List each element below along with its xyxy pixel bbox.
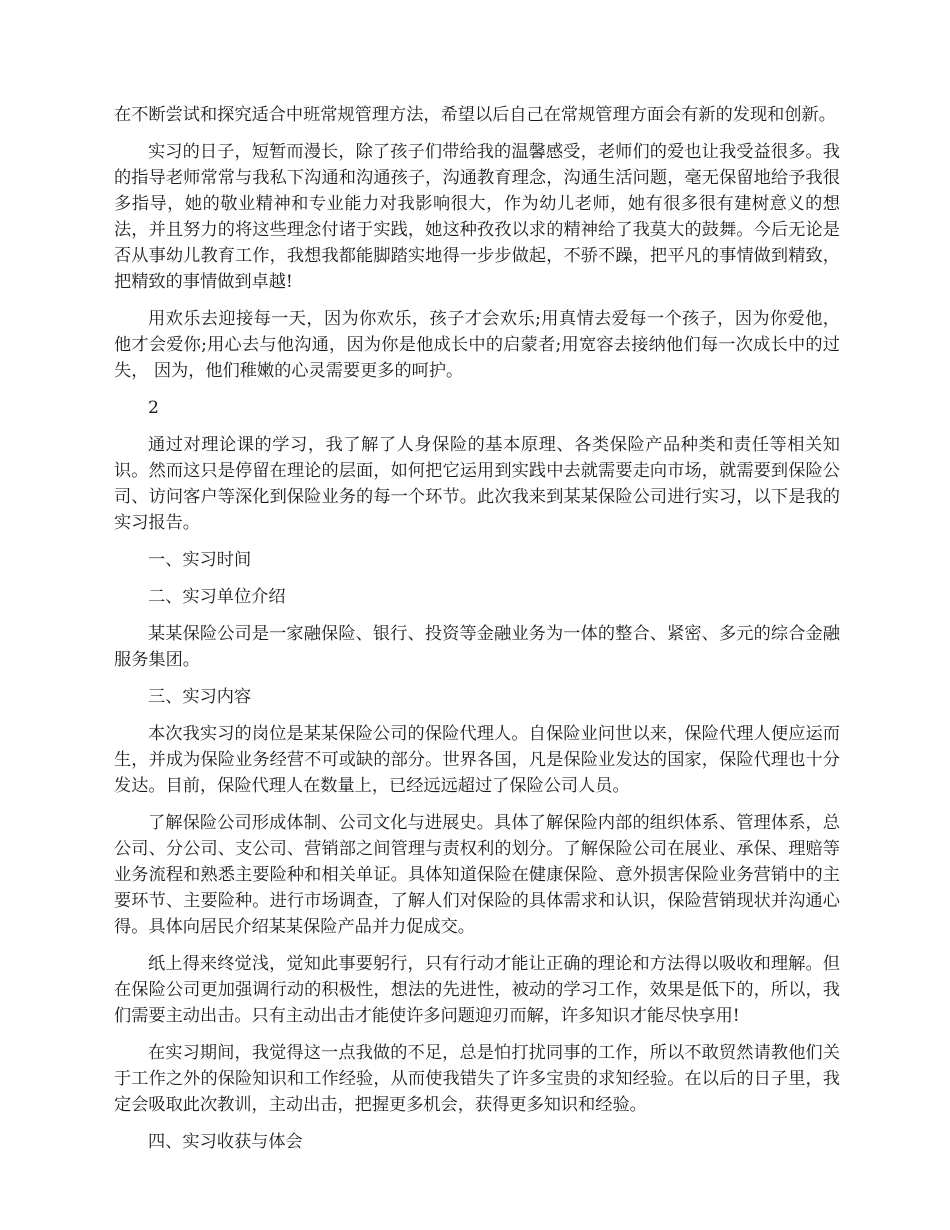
- section-number: 2: [148, 398, 159, 418]
- heading-internship-time: 一、实习时间: [148, 550, 252, 570]
- document-body: [114, 102, 840, 1166]
- heading-company-intro: 二、实习单位介绍: [148, 587, 286, 607]
- paragraph-company-learning: 了解保险公司形成体制、公司文化与进展史。具体了解保险内部的组织体系、管理体系，总公司、分公司、支公司、营销部之间管理与责权利的划分。了解保险公司在展业、承保、理赔等业务流程和熟悉主要险种和相关单证。具体知道保险在健康保险、意外损害保险业务营销中的主要环节、主要险种。进行市场调查，了解人们对保险的具体需求和认识，保险营销现状并沟通心得。具体向居民介绍某某保险产品并力促成交。: [114, 813, 840, 937]
- paragraph-continued: 在不断尝试和探究适合中班常规管理方法，希望以后自己在常规管理方面会有新的发现和创新。: [114, 105, 836, 125]
- heading-gains-and-insights: 四、实习收获与体会: [148, 1132, 303, 1152]
- paragraph-self-reflection: 在实习期间，我觉得这一点我做的不足，总是怕打扰同事的工作，所以不敢贸然请教他们关于工作之外的保险知识和工作经验，从而使我错失了许多宝贵的求知经验。在以后的日子里，我定会吸取此次教训，主动出击，把握更多机会，获得更多知识和经验。: [114, 1043, 840, 1115]
- paragraph-teacher-guidance: 实习的日子，短暂而漫长，除了孩子们带给我的温馨感受，老师们的爱也让我受益很多。我的指导老师常常与我私下沟通和沟通孩子，沟通教育理念，沟通生活问题，毫无保留地给予我很多指导，她的敬业精神和专业能力对我影响很大，作为幼儿老师，她有很多很有建树意义的想法，并且努力的将这些理念付诸于实践，她这种孜孜以求的精神给了我莫大的鼓舞。今后无论是否从事幼儿教育工作，我想我都能脚踏实地得一步步做起，不骄不躁，把平凡的事情做到精致，把精致的事情做到卓越!: [114, 142, 840, 292]
- paragraph-insurance-intro: 通过对理论课的学习，我了解了人身保险的基本原理、各类保险产品种类和责任等相关知识。然而这只是停留在理论的层面，如何把它运用到实践中去就需要走向市场，就需要到保险公司、访问客户等深化到保险业务的每一个环节。此次我来到某某保险公司进行实习，以下是我的实习报告。: [114, 435, 840, 533]
- heading-internship-content: 三、实习内容: [148, 687, 252, 707]
- paragraph-joy-with-children: 用欢乐去迎接每一天，因为你欢乐，孩子才会欢乐;用真情去爱每一个孩子，因为你爱他，他才会爱你;用心去与他沟通，因为你是他成长中的启蒙者;用宽容去接纳他们每一次成长中的过失， 因为，他们稚嫩的心灵需要更多的呵护。: [114, 309, 840, 381]
- paragraph-company-description: 某某保险公司是一家融保险、银行、投资等金融业务为一体的整合、紧密、多元的综合金融服务集团。: [114, 624, 840, 670]
- paragraph-agent-role: 本次我实习的岗位是某某保险公司的保险代理人。自保险业问世以来，保险代理人便应运而生，并成为保险业务经营不可或缺的部分。世界各国，凡是保险业发达的国家，保险代理也十分发达。目前，保险代理人在数量上，已经远远超过了保险公司人员。: [114, 724, 840, 796]
- paragraph-practice-action: 纸上得来终觉浅，觉知此事要躬行，只有行动才能让正确的理论和方法得以吸收和理解。但在保险公司更加强调行动的积极性，想法的先进性，被动的学习工作，效果是低下的，所以，我们需要主动出击。只有主动出击才能使许多问题迎刃而解，许多知识才能尽快享用!: [114, 954, 840, 1026]
